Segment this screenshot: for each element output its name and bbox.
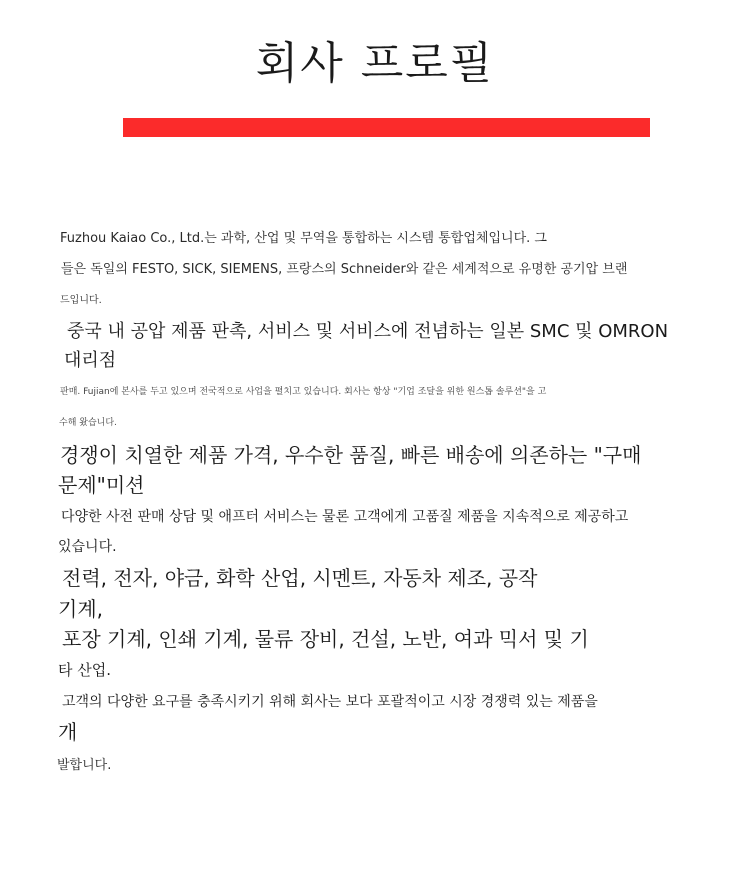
body-line-17: 개 [58, 720, 78, 744]
body-line-9: 문제"미션 [58, 473, 145, 497]
body-line-10: 다양한 사전 판매 상담 및 애프터 서비스는 물론 고객에게 고품질 제품을 지속적으로 제공하고 [61, 509, 629, 525]
body-line-1: Fuzhou Kaiao Co., Ltd.는 과학, 산업 및 무역을 통합하는 시스템 통합업체입니다. 그 [60, 231, 547, 246]
body-line-14: 포장 기계, 인쇄 기계, 물류 장비, 건설, 노반, 여과 믹서 및 기 [62, 627, 589, 651]
body-line-5: 대리점 [64, 350, 117, 371]
body-line-7: 수해 왔습니다. [59, 418, 117, 428]
title-underline-bar [123, 118, 650, 137]
body-line-15: 타 산업. [58, 661, 112, 679]
body-line-18: 발합니다. [57, 758, 112, 773]
body-line-2: 들은 독일의 FESTO, SICK, SIEMENS, 프랑스의 Schneider와 같은 세계적으로 유명한 공기압 브랜 [61, 262, 628, 277]
page-title: 회사 프로필 [255, 38, 495, 89]
body-line-12: 전력, 전자, 야금, 화학 산업, 시멘트, 자동차 제조, 공작 [62, 566, 538, 590]
body-line-13: 기계, [58, 597, 103, 621]
body-line-11: 있습니다. [58, 539, 117, 555]
body-line-8: 경쟁이 치열한 제품 가격, 우수한 품질, 빠른 배송에 의존하는 "구매 [60, 443, 642, 467]
body-line-16: 고객의 다양한 요구를 충족시키기 위해 회사는 보다 포괄적이고 시장 경쟁력 있는 제품을 [62, 694, 598, 710]
body-line-4: 중국 내 공압 제품 판촉, 서비스 및 서비스에 전념하는 일본 SMC 및 OMRON [67, 321, 669, 342]
body-line-3: 드입니다. [60, 295, 102, 306]
body-line-6: 판매. Fujian에 본사를 두고 있으며 전국적으로 사업을 펼치고 있습니다. 회사는 항상 "기업 조달을 위한 원스톱 솔루션"을 고 [60, 387, 547, 397]
